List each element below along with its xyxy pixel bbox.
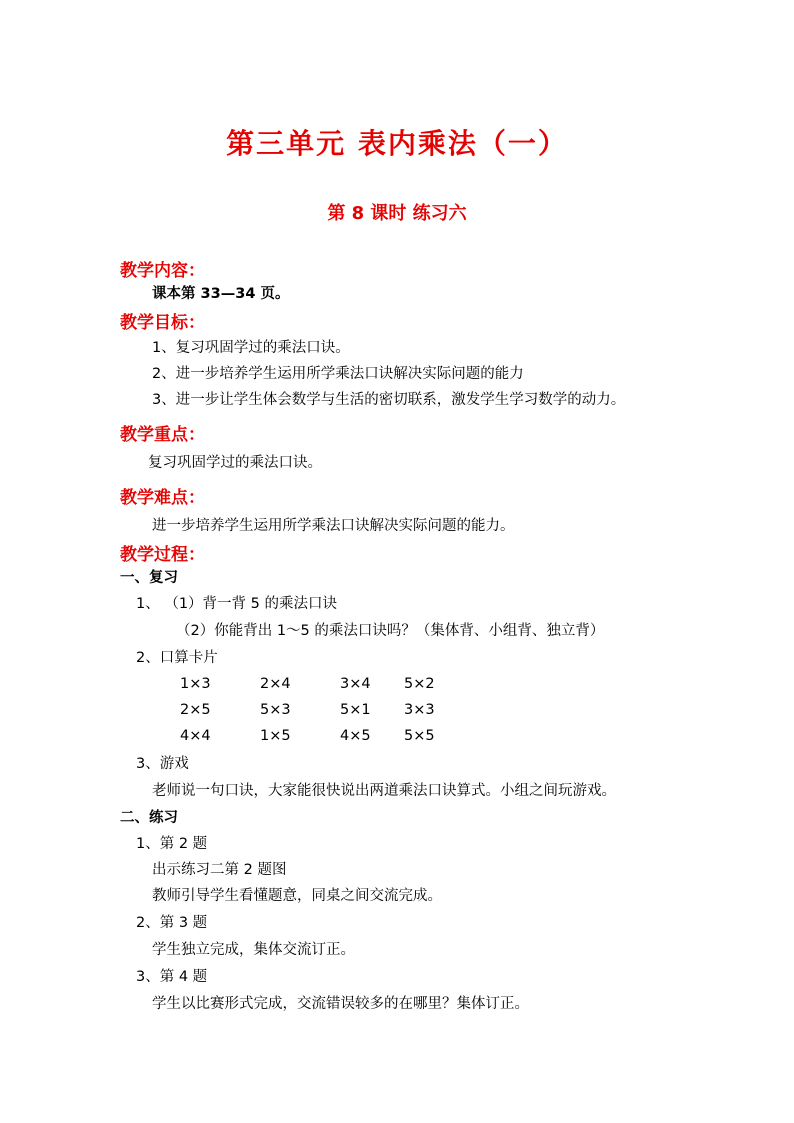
practice-q3-line: 学生独立完成，集体交流订正。	[152, 942, 355, 958]
review-item-1b: （2）你能背出 1～5 的乘法口诀吗？（集体背、小组背、独立背）	[176, 623, 605, 639]
card-expression: 5×1	[340, 702, 371, 718]
review-heading: 一、复习	[120, 570, 178, 586]
card-expression: 1×3	[180, 676, 211, 692]
difficulty-text: 进一步培养学生运用所学乘法口诀解决实际问题的能力。	[152, 518, 515, 534]
card-expression: 3×3	[404, 702, 435, 718]
card-expression: 3×4	[340, 676, 371, 692]
card-expression: 1×5	[260, 728, 291, 744]
card-expression: 5×5	[404, 728, 435, 744]
practice-q2-line: 出示练习二第 2 题图	[152, 862, 287, 878]
card-expression: 5×2	[404, 676, 435, 692]
key-heading: 教学重点：	[120, 425, 205, 445]
card-expression: 2×5	[180, 702, 211, 718]
review-item-1a: 1、 （1）背一背 5 的乘法口诀	[136, 596, 338, 612]
practice-q2-label: 1、第 2 题	[136, 836, 208, 852]
review-item-3: 3、游戏	[136, 756, 189, 772]
difficulty-heading: 教学难点：	[120, 488, 205, 508]
goals-heading: 教学目标：	[120, 313, 205, 333]
page-title: 第三单元 表内乘法（一）	[226, 127, 568, 160]
card-expression: 4×5	[340, 728, 371, 744]
card-expression: 2×4	[260, 676, 291, 692]
practice-q2-line: 教师引导学生看懂题意，同桌之间交流完成。	[152, 888, 442, 904]
card-expression: 5×3	[260, 702, 291, 718]
card-expression: 4×4	[180, 728, 211, 744]
process-heading: 教学过程：	[120, 545, 205, 565]
goal-item: 2、进一步培养学生运用所学乘法口诀解决实际问题的能力	[152, 366, 524, 382]
goal-item: 1、复习巩固学过的乘法口诀。	[152, 340, 350, 356]
practice-q3-label: 2、第 3 题	[136, 915, 208, 931]
lesson-subtitle: 第 8 课时 练习六	[327, 203, 467, 224]
key-text: 复习巩固学过的乘法口诀。	[148, 455, 322, 471]
practice-heading: 二、练习	[120, 810, 178, 826]
content-heading: 教学内容：	[120, 261, 205, 281]
content-text: 课本第 33—34 页。	[152, 286, 290, 302]
goal-item: 3、进一步让学生体会数学与生活的密切联系，激发学生学习数学的动力。	[152, 392, 626, 408]
review-item-3-text: 老师说一句口诀，大家能很快说出两道乘法口诀算式。小组之间玩游戏。	[152, 783, 616, 799]
review-item-2: 2、口算卡片	[136, 650, 218, 666]
practice-q4-line: 学生以比赛形式完成，交流错误较多的在哪里？集体订正。	[152, 996, 529, 1012]
practice-q4-label: 3、第 4 题	[136, 969, 208, 985]
